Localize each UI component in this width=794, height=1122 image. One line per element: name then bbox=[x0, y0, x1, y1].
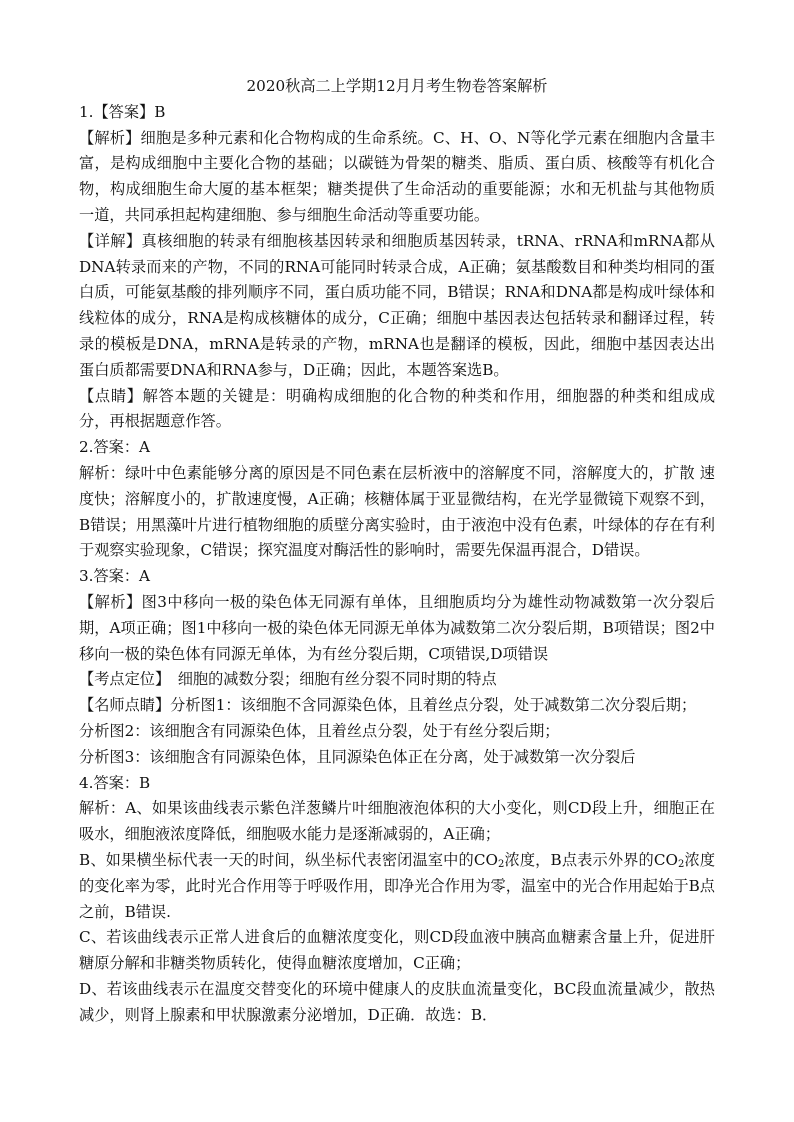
q4-option-c: C、若该曲线表示正常人进食后的血糖浓度变化，则CD段血液中胰高血糖素含量上升，促进肝糖原分解和非糖类物质转化，使得血糖浓度增加，C正确； bbox=[79, 928, 715, 973]
document-page bbox=[79, 74, 715, 1028]
q3-teacher-note-2: 分析图2：该细胞含有同源染色体，且着丝点分裂，处于有丝分裂后期； bbox=[79, 721, 560, 740]
q4-b-sub2: 2 bbox=[677, 858, 685, 870]
q3-teacher-note-1: 【名师点睛】分析图1：该细胞不含同源染色体，且着丝点分裂，处于减数第二次分裂后期； bbox=[79, 696, 697, 715]
q1-detail: 【详解】真核细胞的转录有细胞核基因转录和细胞质基因转录，tRNA、rRNA和mRNA都从DNA转录而来的产物，不同的RNA可能同时转录合成，A正确；氨基酸数目和种类均相同的蛋白质，可能氨基酸的排列顺序不同，蛋白质功能不同，B错误；RNA和DNA都是构成叶绿体和线粒体的成分，RNA是构成核糖体的成分，C正确；细胞中基因表达包括转录和翻译过程，转录的模板是DNA，mRNA是转录的产物，mRNA也是翻译的模板，因此，细胞中基因表达出蛋白质都需要DNA和RNA参与，D正确；因此，本题答案选B。 bbox=[79, 231, 715, 379]
q4-option-d: D、若该曲线表示在温度交替变化的环境中健康人的皮肤血流量变化，BC段血流量减少，散热减少，则肾上腺素和甲状腺激素分泌增加，D正确．故选：B． bbox=[79, 979, 715, 1024]
q4-b-part3: 浓度的变化率为零，此时光合作用等于呼吸作用，即净光合作用为零，温室中的光合作用起始于B点之前，B错误. bbox=[79, 850, 716, 921]
q3-teacher-note-3: 分析图3：该细胞含有同源染色体，且同源染色体正在分离，处于减数第一次分裂后 bbox=[79, 747, 636, 766]
q4-b-sub1: 2 bbox=[497, 858, 505, 870]
q3-analysis: 【解析】图3中移向一极的染色体无同源有单体，且细胞质均分为雄性动物减数第一次分裂后期，A项正确；图1中移向一极的染色体无同源无单体为减数第二次分裂后期，B项错误；图2中移向一极的染色体有同源无单体，为有丝分裂后期，C项错误,D项错误 bbox=[79, 592, 715, 663]
q2-answer: 2.答案：A bbox=[79, 438, 151, 457]
q2-analysis: 解析：绿叶中色素能够分离的原因是不同色素在层析液中的溶解度不同，溶解度大的，扩散 速度快；溶解度小的，扩散速度慢，A正确；核糖体属于亚显微结构，在光学显微镜下观察不到，B错误；用黑藻叶片进行植物细胞的质壁分离实验时，由于液泡中没有色素，叶绿体的存在有利于观察实验现象，C错误；探究温度对酶活性的影响时，需要先保温再混合，D错误。 bbox=[79, 463, 715, 560]
q1-comment: 【点睛】解答本题的关键是：明确构成细胞的化合物的种类和作用，细胞器的种类和组成成分，再根据题意作答。 bbox=[79, 386, 715, 431]
q1-answer: 1.【答案】B bbox=[79, 102, 166, 121]
q3-key-point: 【考点定位】 细胞的减数分裂；细胞有丝分裂不同时期的特点 bbox=[79, 670, 497, 689]
q4-answer: 4.答案：B bbox=[79, 773, 151, 792]
q4-option-b bbox=[79, 848, 715, 925]
q4-b-part2: 浓度，B点表示外界的CO bbox=[504, 850, 678, 869]
q4-b-part1: B、如果横坐标代表一天的时间，纵坐标代表密闭温室中的CO bbox=[79, 850, 498, 869]
q4-option-a: 解析：A、如果该曲线表示紫色洋葱鳞片叶细胞液泡体积的大小变化，则CD段上升，细胞正在吸水，细胞液浓度降低，细胞吸水能力是逐渐减弱的，A正确； bbox=[79, 799, 715, 844]
page-title: 2020秋高二上学期12月月考生物卷答案解析 bbox=[246, 77, 548, 95]
q1-analysis: 【解析】细胞是多种元素和化合物构成的生命系统。C、H、O、N等化学元素在细胞内含量丰富，是构成细胞中主要化合物的基础；以碳链为骨架的糖类、脂质、蛋白质、核酸等有机化合物，构成细胞生命大厦的基本框架；糖类提供了生命活动的重要能源；水和无机盐与其他物质一道，共同承担起构建细胞、参与细胞生命活动等重要功能。 bbox=[79, 128, 715, 224]
q3-answer: 3.答案：A bbox=[79, 567, 151, 586]
